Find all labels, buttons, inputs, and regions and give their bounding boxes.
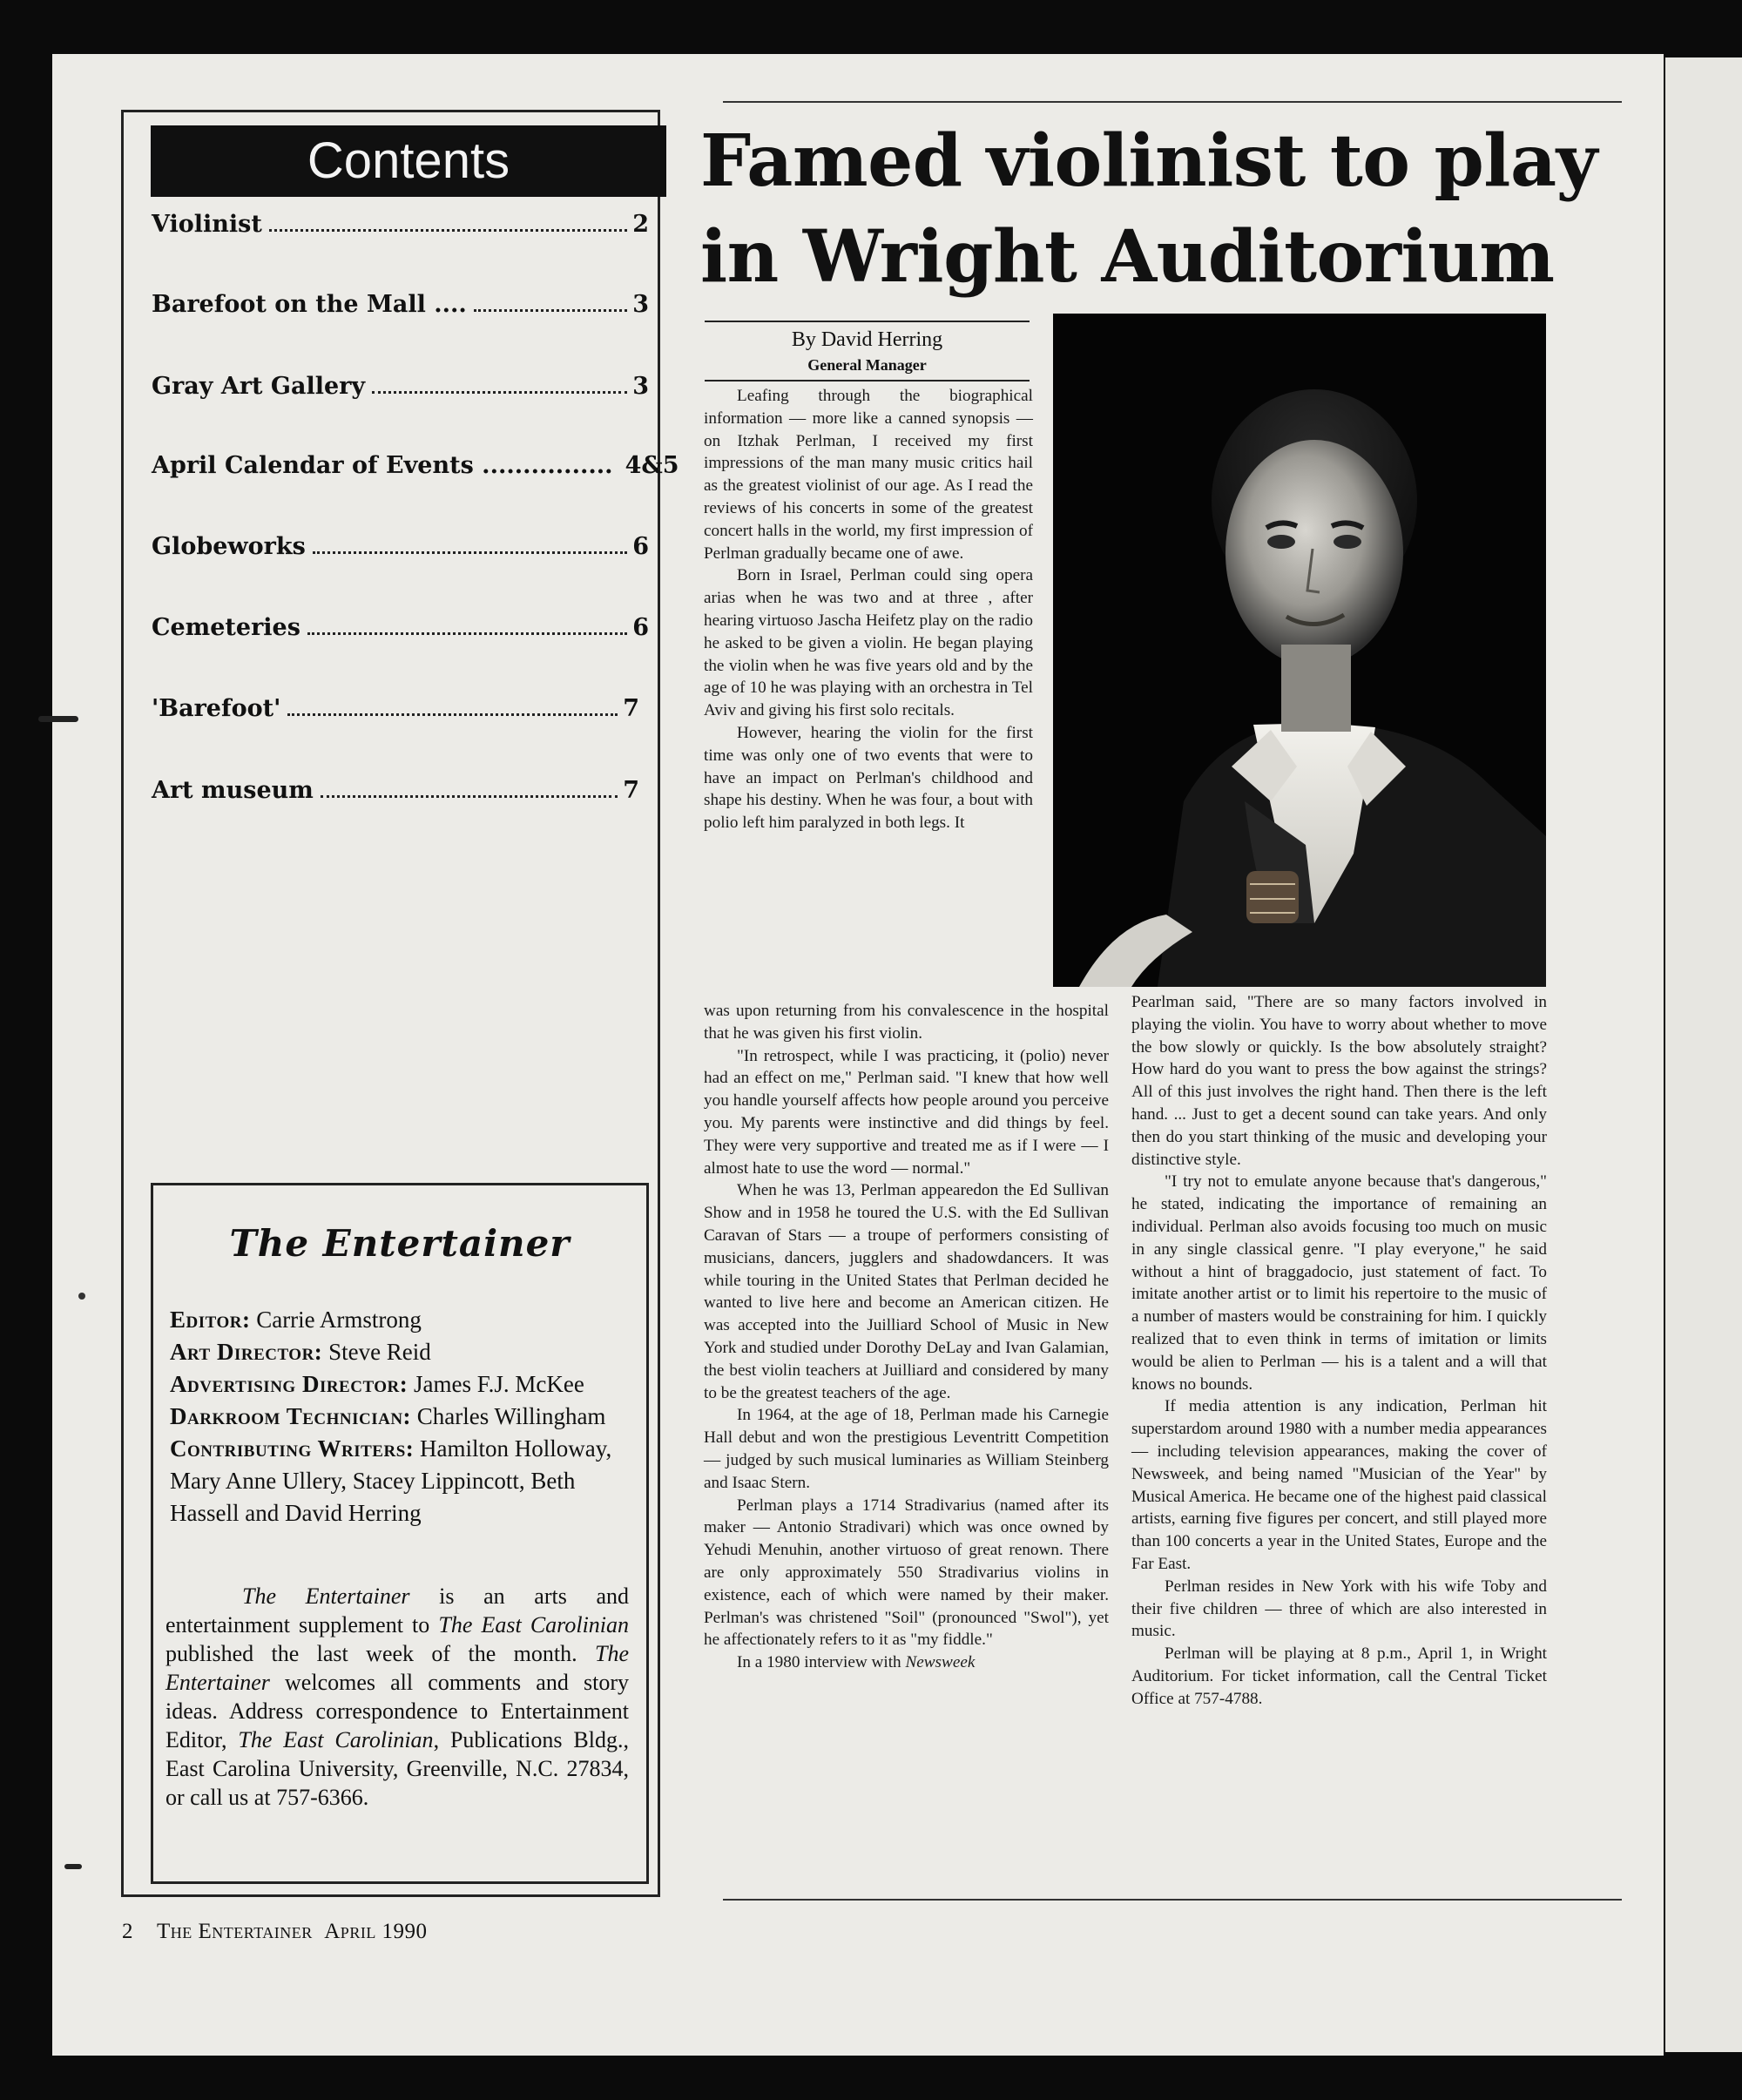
toc-item-gray-art: Gray Art Gallery 3	[152, 373, 649, 400]
bottom-rule	[723, 1899, 1622, 1901]
headline: Famed violinist to play in Wright Auditorium	[700, 119, 1597, 299]
byline: By David Herring General Manager	[791, 328, 943, 374]
contents-title: Contents	[151, 125, 666, 197]
top-rule	[723, 101, 1622, 103]
staff-box	[151, 1183, 649, 1884]
masthead-logo: The Entertainer	[229, 1222, 571, 1265]
article-column-3: Pearlman said, "There are so many factors involved in playing the violin. You have to worry about whether to move the bow slowly or quickly. Is the bow absolutely straight? How hard do you want to press the bow against the strings? All of this just involves the right hand. Then there is the left hand. ... Just to get a decent sound can take years. And only then do you start thinking of the music and developing your distinctive style. "I try not to emulate anyone because that's dangerous," he stated, indicating the importance of remaining an individual. Perlman also avoids focusing too much on music in any single classical genre. "I play everyone," he said without a hint of braggadocio, just statement of fact. To imitate another artist or to limit his repertoire to the music of a number of masters would be constraining for him. I quickly realized that to even think in terms of imitation or limits would be alien to Perlman — his is a talent and a will that knows no bounds. If media attention is any indication, Perlman hit superstardom around 1980 with a number media appearances — including television appearances, making the cover of Newsweek, and being named "Musician of the Year" by Musical America. He became one of the highest paid classical artists, earning five figures per concert, and still played more than 100 concerts a year in the United States, Europe and the Far East. Perlman resides in New York with his wife Toby and their five children — three of which are also interested in music. Perlman will be playing at 8 p.m., April 1, in Wright Auditorium. For ticket information, call the Central Ticket Office at 757-4788.	[1131, 993, 1547, 1708]
article-column-2: was upon returning from his convalescence in the hospital that he was given his first violin. "In retrospect, while I was practicing, it (polio) never had an effect on me," Perlman said. "I knew that how well you handle yourself affects how people around you perceive you. My parents were instinctive and did things by feel. They were very supportive and treated me as if I were — I almost hate to use the word — normal." When he was 13, Perlman appearedon the Ed Sullivan Show and in 1958 he toured the U.S. with the Ed Sullivan Caravan of Stars — a troupe of performers consisting of musicians, dancers, jugglers and shadowdancers. It was while touring in the United States that Perlman decided he wanted to live here and become an American citizen. He was accepted into the Juilliard School of Music in New York and studied under Dorothy DeLay and Ivan Galamian, the best violin teachers at Juilliard and considered by many to be the greatest teachers of the age. In 1964, at the age of 18, Perlman made his Carnegie Hall debut and won the prestigious Leventritt Competition — judged by such musical luminaries as William Steinberg and Isaac Stern. Perlman plays a 1714 Stradivarius (named after its maker — Antonio Stradivari) which was once owned by Yehudi Menuhin, another virtuoso of great renown. There are only approximately 550 Stradivarius violins in existence, each of which were named by their maker. Perlman's was christened "Soil" (pronounced "Swol"), yet he affectionately refers to it as "my fiddle." In a 1980 interview with Newsweek	[704, 1002, 1109, 1672]
toc-item-globeworks: Globeworks 6	[152, 533, 649, 560]
article-column-1: Leafing through the biographical information — more like a canned synopsis — on Itzhak Perlman, I received my first impressions of the man many music critics hail as the greatest violinist of our age. As I read the reviews of his concerts in some of the greatest concert halls in the world, my first impression of Perlman gradually became one of awe. Born in Israel, Perlman could sing opera arias when he was two and at three , after hearing virtuoso Jascha Heifetz play on the radio he asked to be given a violin. He began playing the violin when he was five years old and by the age of 10 he was playing with an orchestra in Tel Aviv and giving his first solo recitals. However, hearing the violin for the first time was only one of two events that were to have an impact on Perlman's childhood and shape his destiny. When he was four, a bout with polio left him paralyzed in both legs. It	[704, 387, 1033, 833]
scan-mark	[78, 1293, 85, 1300]
scan-mark	[64, 1864, 82, 1869]
page-footer: 2 The Entertainer April 1990	[122, 1920, 428, 1943]
byline-rule-top	[705, 321, 1030, 322]
toc-item-barefoot-mall: Barefoot on the Mall .... 3	[152, 291, 649, 318]
staff-list: Editor: Carrie Armstrong Art Director: Steve Reid Advertising Director: James F.J. McKee Darkroom Technician: Charles Willingham Contributing Writers: Hamilton Holloway, Mary Anne Ullery, Stacey Lippincott, Beth Hassell and David Herring	[170, 1307, 612, 1526]
toc-item-violinist: Violinist 2	[152, 211, 649, 238]
newspaper-page	[52, 54, 1664, 2056]
toc-item-barefoot: 'Barefoot' 7	[152, 695, 639, 722]
toc-item-art-museum: Art museum 7	[152, 777, 639, 804]
staff-blurb: The Entertainer is an arts and entertainment supplement to The East Carolinian published the last week of the month. The Entertainer welcomes all comments and story ideas. Address correspondence to Entertainment Editor, The East Carolinian, Publications Bldg., East Carolina University, Greenville, N.C. 27834, or call us at 757-6366.	[165, 1583, 630, 1810]
adjacent-page-edge	[1665, 57, 1742, 2052]
toc-item-april-calendar: April Calendar of Events ................ 4&5	[152, 452, 679, 479]
scan-mark	[38, 716, 78, 722]
toc-item-cemeteries: Cemeteries 6	[152, 614, 649, 641]
portrait-photo	[1053, 314, 1546, 987]
byline-rule-bottom	[705, 380, 1030, 382]
